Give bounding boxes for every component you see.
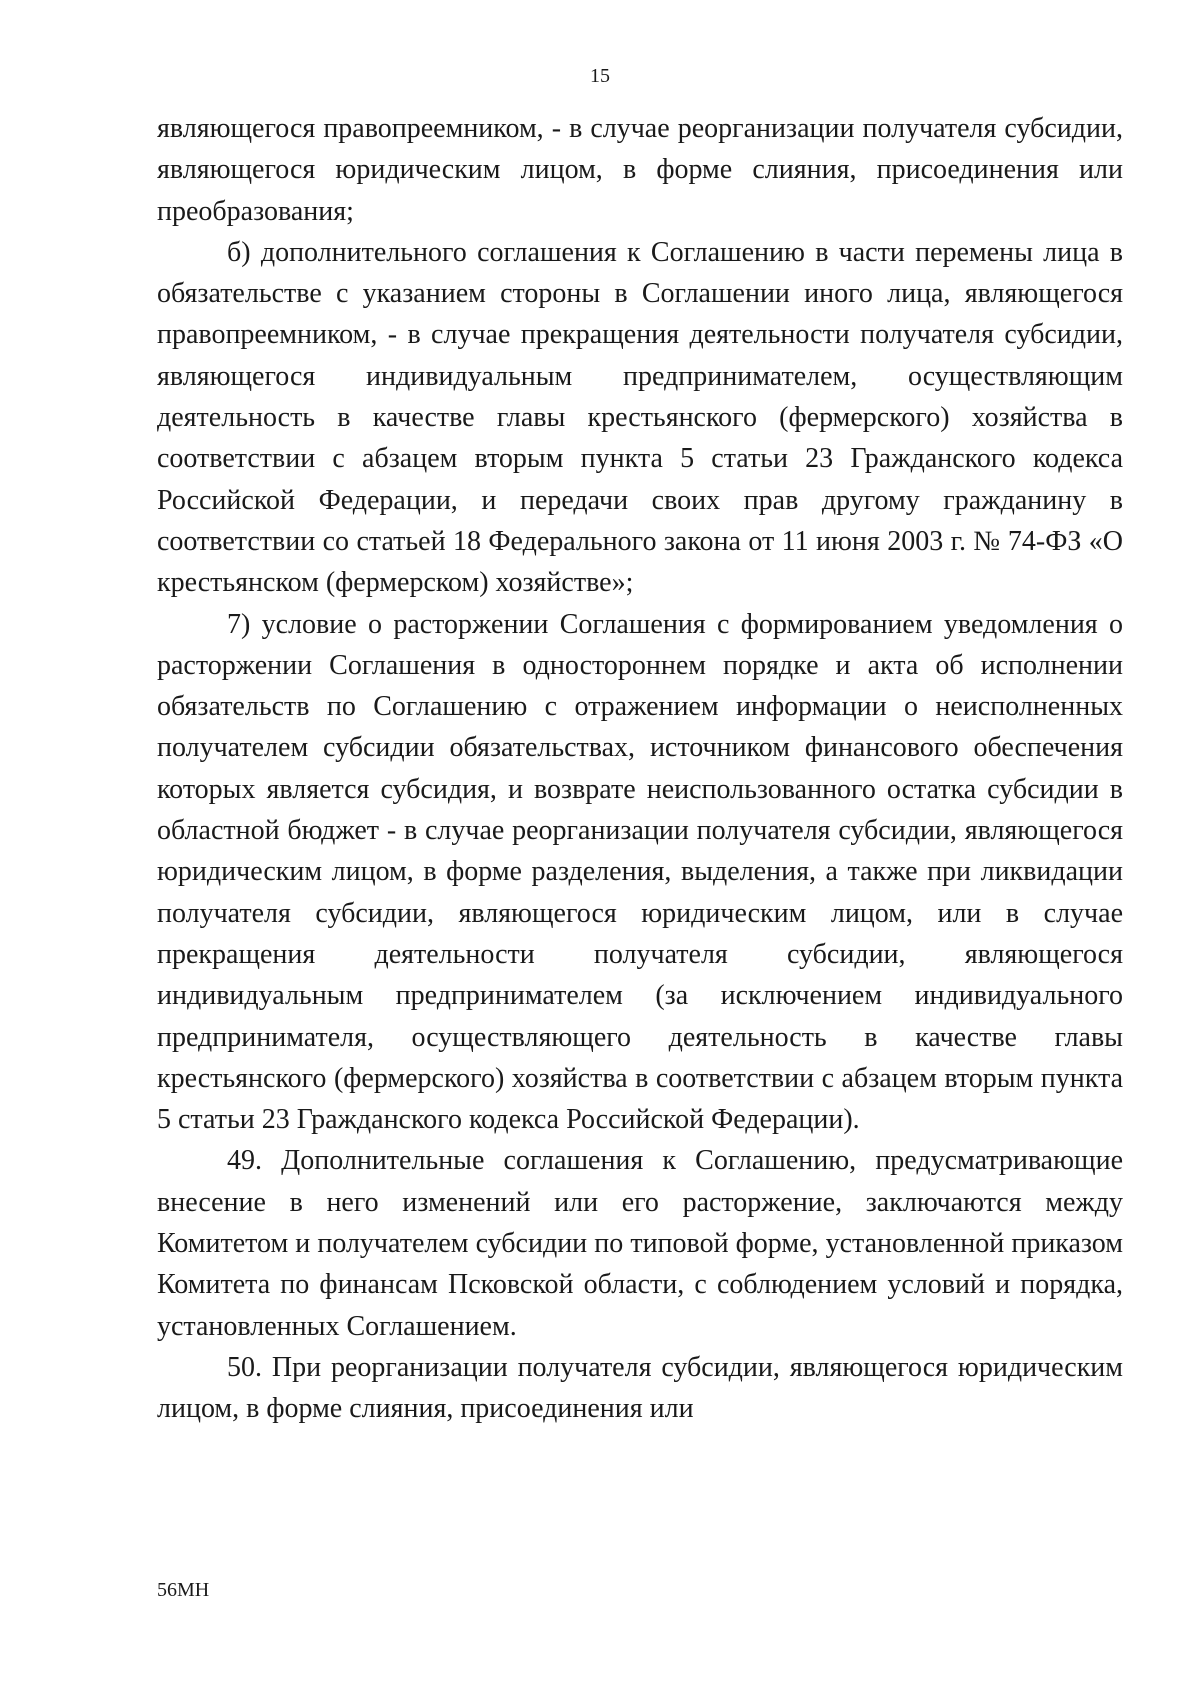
footer-document-code: 56МН xyxy=(157,1579,210,1601)
paragraph-item-7: 7) условие о расторжении Соглашения с формированием уведомления о расторжении Соглашения в одностороннем порядке и акта об исполнении обязательств по Соглашению с отражением информации о неисполненных получателем субсидии обязательствах, источником финансового обеспечения которых является субсидия, и возврате неиспользованного остатка субсидии в областной бюджет - в случае реорганизации получателя субсидии, являющегося юридическим лицом, в форме разделения, выделения, а также при ликвидации получателя субсидии, являющегося юридическим лицом, или в случае прекращения деятельности получателя субсидии, являющегося индивидуальным предпринимателем (за исключением индивидуального предпринимателя, осуществляющего деятельность в качестве главы крестьянского (фермерского) хозяйства в соответствии с абзацем вторым пункта 5 статьи 23 Гражданского кодекса Российской Федерации). xyxy=(157,608,1123,1136)
page-number: 15 xyxy=(590,65,610,87)
document-body xyxy=(157,108,1123,1430)
paragraph-clause-49: 49. Дополнительные соглашения к Соглашению, предусматривающие внесение в него изменений или его расторжение, заключаются между Комитетом и получателем субсидии по типовой форме, установленной приказом Комитета по финансам Псковской области, с соблюдением условий и порядка, установленных Соглашением. xyxy=(157,1145,1123,1342)
paragraph-continuation: являющегося правопреемником, - в случае реорганизации получателя субсидии, являющегося юридическим лицом, в форме слияния, присоединения или преобразования; xyxy=(157,113,1123,227)
paragraph-clause-50: 50. При реорганизации получателя субсидии, являющегося юридическим лицом, в форме слияния, присоединения или xyxy=(157,1351,1123,1425)
paragraph-item-b: б) дополнительного соглашения к Соглашению в части перемены лица в обязательстве с указанием стороны в Соглашении иного лица, являющегося правопреемником, - в случае прекращения деятельности получателя субсидии, являющегося индивидуальным предпринимателем, осуществляющим деятельность в качестве главы крестьянского (фермерского) хозяйства в соответствии с абзацем вторым пункта 5 статьи 23 Гражданского кодекса Российской Федерации, и передачи своих прав другому гражданину в соответствии со статьей 18 Федерального закона от 11 июня 2003 г. № 74-ФЗ «О крестьянском (фермерском) хозяйстве»; xyxy=(157,236,1123,599)
